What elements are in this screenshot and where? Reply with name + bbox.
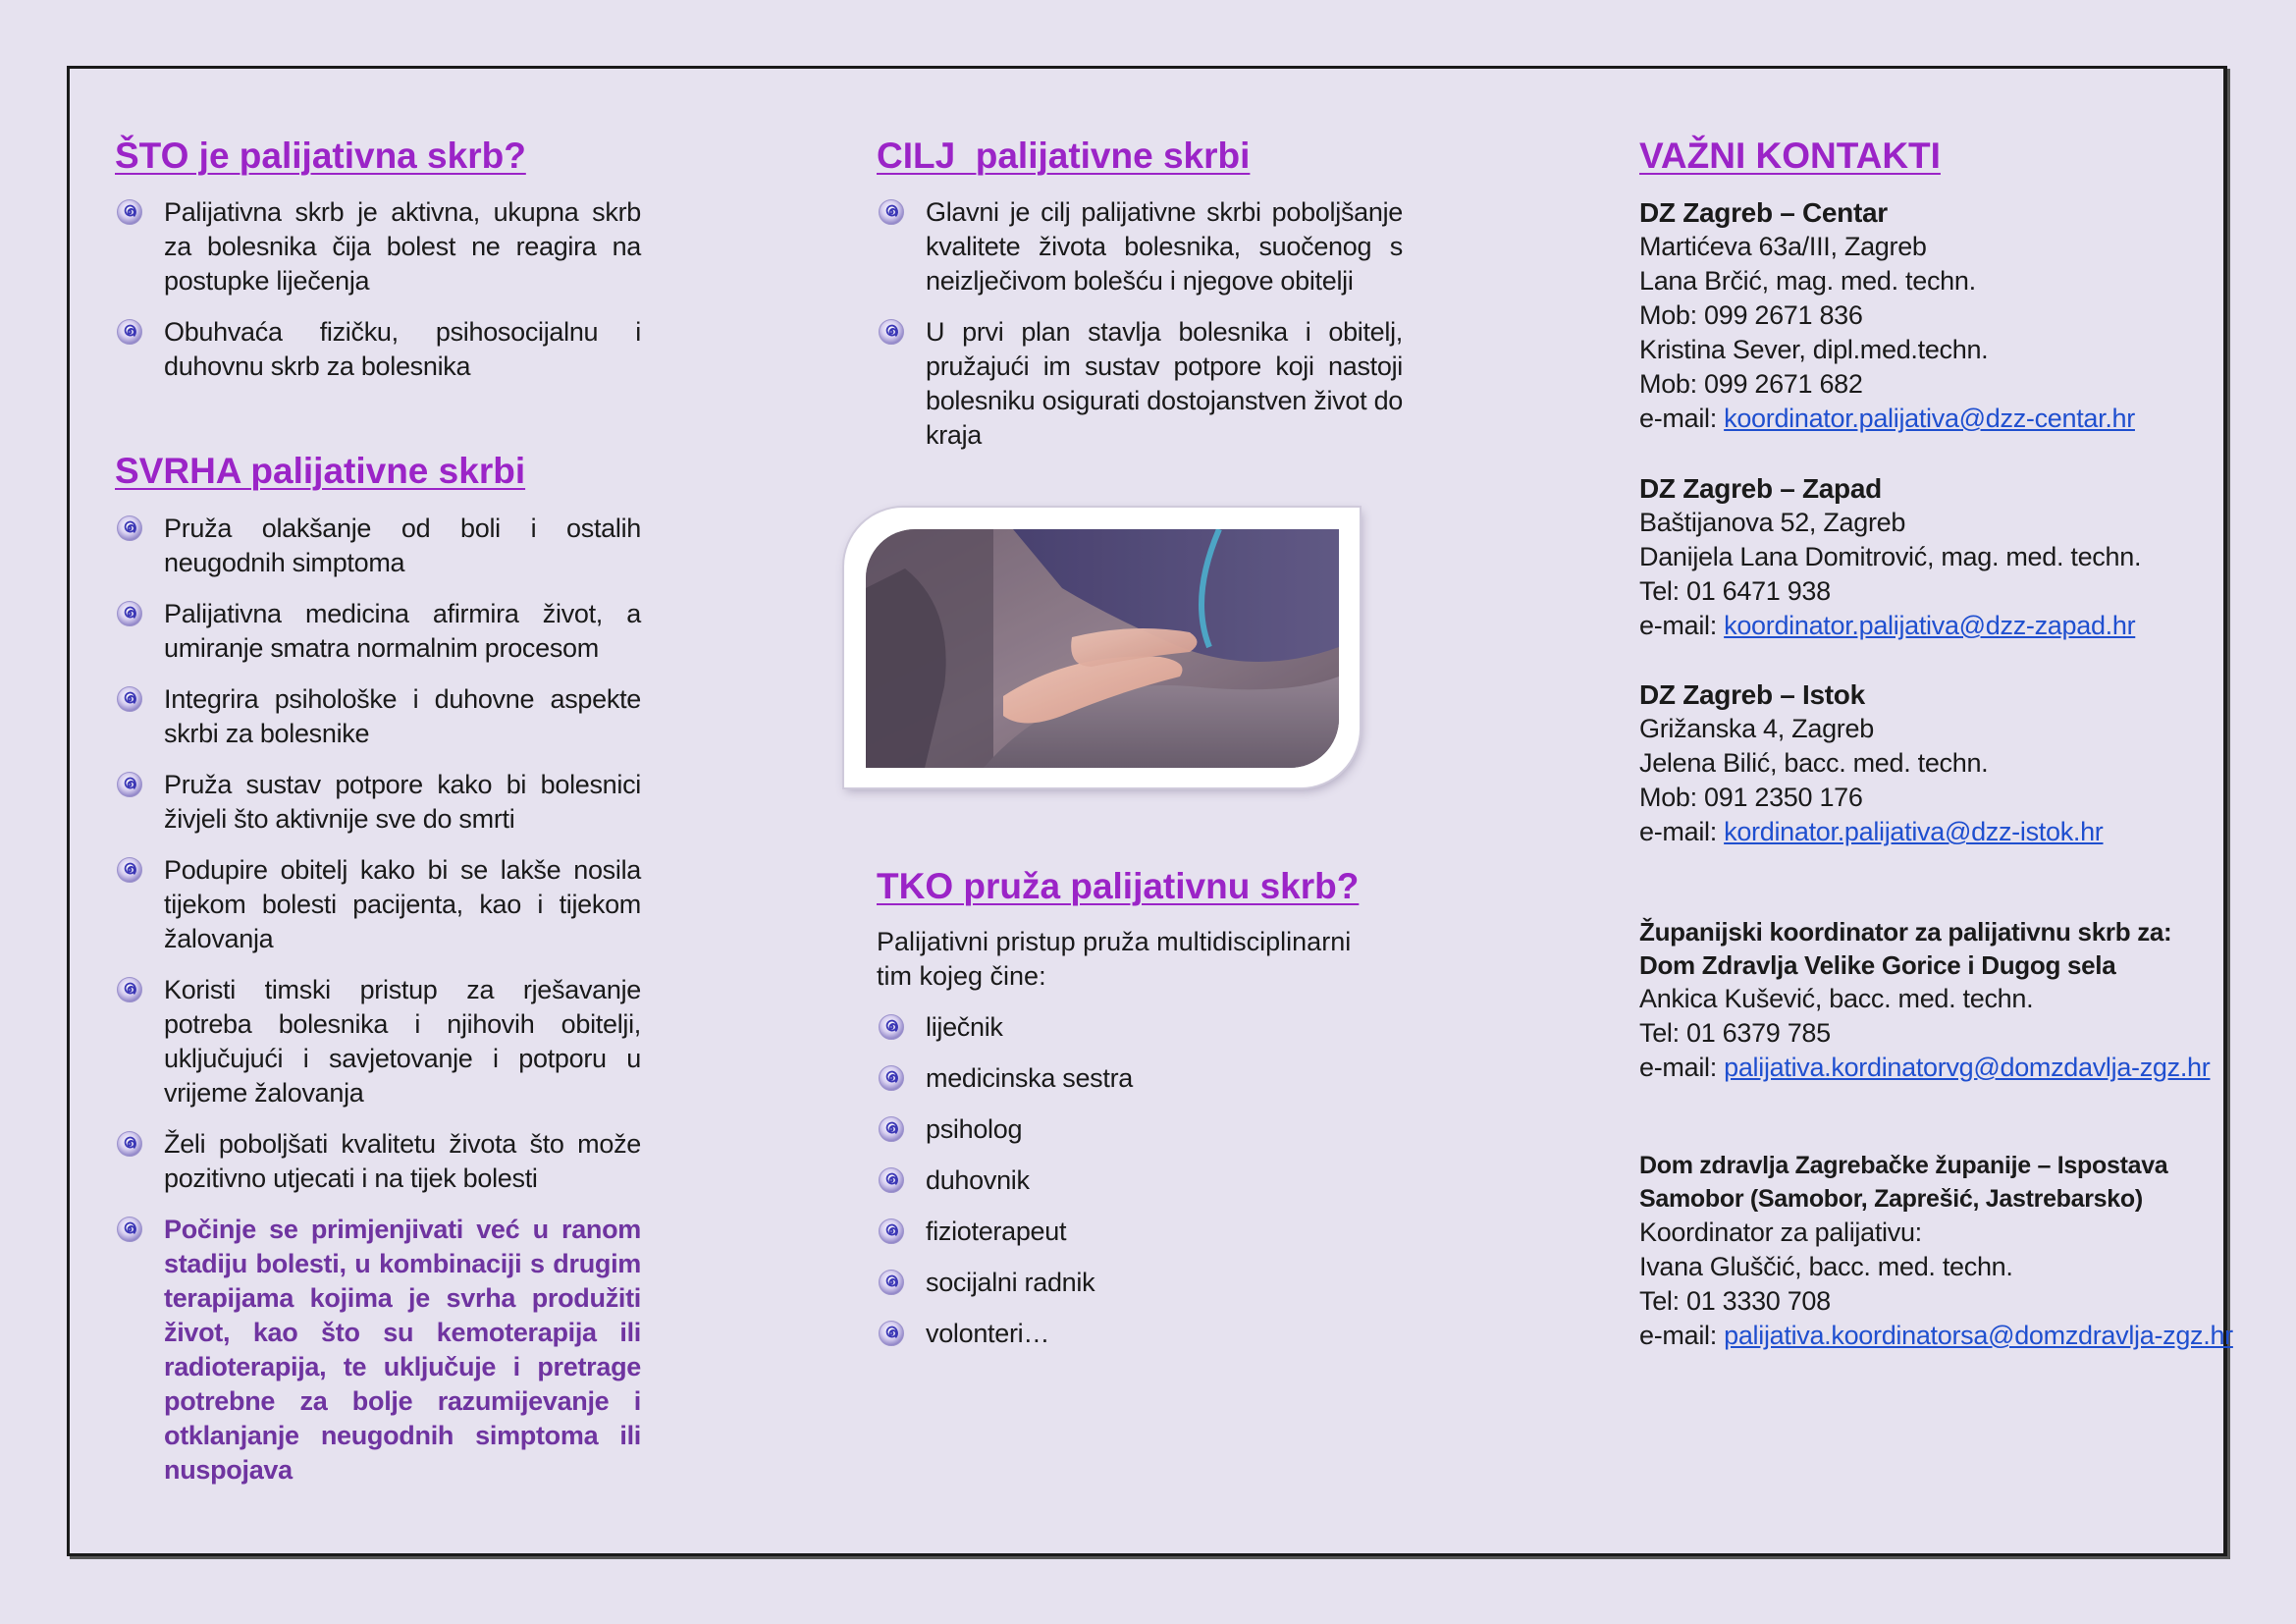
email-link[interactable]: koordinator.palijativa@dzz-centar.hr <box>1724 404 2135 433</box>
spiral-bullet-icon <box>116 514 143 542</box>
svrha-list <box>115 512 641 1488</box>
contact-address: Baštijanova 52, Zagreb <box>1639 508 1906 537</box>
spiral-bullet-icon <box>116 976 143 1003</box>
spiral-bullet-icon <box>116 685 143 713</box>
contact-phone: Tel: 01 6379 785 <box>1639 1018 1831 1048</box>
spiral-bullet-icon <box>116 1130 143 1158</box>
list-item: volonteri… <box>877 1317 1403 1351</box>
list-item: medicinska sestra <box>877 1061 1403 1096</box>
spiral-bullet-icon <box>878 1218 905 1245</box>
contact-name: DZ Zagreb – Zapad <box>1639 473 1882 504</box>
tko-list <box>877 1010 1403 1351</box>
spiral-bullet-icon <box>878 1320 905 1347</box>
tko-intro: Palijativni pristup pruža multidisciplinarni tim kojeg čine: <box>877 927 1352 991</box>
sto-list <box>115 195 641 384</box>
spiral-bullet-icon <box>116 1216 143 1243</box>
email-link[interactable]: palijativa.kordinatorvg@domzdavlja-zgz.hr <box>1724 1053 2211 1082</box>
spiral-bullet-icon <box>878 318 905 346</box>
spiral-bullet-icon <box>116 600 143 627</box>
list-item-bold: Počinje se primjenjivati već u ranom stadiju bolesti, u kombinaciji s drugim terapijama kojima je svrha produžiti život, kao što su kemoterapija ili radioterapija, te uključuje i pretrage potrebne za bolje razumijevanje i otklanjanje neugodnih simptoma ili nuspojava <box>115 1213 641 1488</box>
contact-zapad <box>1639 471 2248 643</box>
contact-name: DZ Zagreb – Istok <box>1639 679 1865 710</box>
spiral-bullet-icon <box>116 771 143 798</box>
contact-name: Dom zdravlja Zagrebačke županije – Ispostava Samobor (Samobor, Zaprešić, Jastrebarsko) <box>1639 1152 2168 1213</box>
spiral-bullet-icon <box>878 1013 905 1041</box>
contact-name: Županijski koordinator za palijativnu skrb za: Dom Zdravlja Velike Gorice i Dugog sela <box>1639 917 2172 980</box>
contact-phone: Mob: 099 2671 836 <box>1639 300 1863 330</box>
contact-person: Danijela Lana Domitrović, mag. med. techn. <box>1639 542 2142 571</box>
list-item: Palijativna medicina afirmira život, a umiranje smatra normalnim procesom <box>115 597 641 666</box>
list-item: Koristi timski pristup za rješavanje potreba bolesnika i njihovih obitelji, uključujući i savjetovanje i potporu u vrijeme žalovanja <box>115 973 641 1110</box>
contact-phone: Mob: 091 2350 176 <box>1639 783 1863 812</box>
contact-address: Martićeva 63a/III, Zagreb <box>1639 232 1927 261</box>
spiral-bullet-icon <box>878 1115 905 1143</box>
list-item: Glavni je cilj palijativne skrbi poboljšanje kvalitete života bolesnika, suočenog s neizlječivom bolešću i njegove obitelji <box>877 195 1403 298</box>
caregiver-photo-frame <box>844 508 1360 787</box>
contact-email-row: e-mail: palijativa.koordinatorsa@domzdravlja-zgz.hr <box>1639 1321 2233 1350</box>
contact-centar <box>1639 195 2248 436</box>
list-item: psiholog <box>877 1112 1403 1147</box>
contact-role: Koordinator za palijativu: <box>1639 1218 1922 1247</box>
email-link[interactable]: palijativa.koordinatorsa@domzdravlja-zgz.hr <box>1724 1321 2233 1350</box>
list-item: Pruža olakšanje od boli i ostalih neugodnih simptoma <box>115 512 641 580</box>
contact-zupanijski <box>1639 915 2228 1085</box>
contact-person: Jelena Bilić, bacc. med. techn. <box>1639 748 1989 778</box>
contact-person: Ankica Kušević, bacc. med. techn. <box>1639 984 2034 1013</box>
list-item: duhovnik <box>877 1164 1403 1198</box>
contact-email-row: e-mail: palijativa.kordinatorvg@domzdavlja-zgz.hr <box>1639 1053 2211 1082</box>
email-link[interactable]: kordinator.palijativa@dzz-istok.hr <box>1724 817 2104 846</box>
contact-phone: Tel: 01 3330 708 <box>1639 1286 1831 1316</box>
spiral-bullet-icon <box>878 1064 905 1092</box>
heading-tko: TKO pruža palijativnu skrb? <box>877 866 1360 906</box>
list-item: Pruža sustav potpore kako bi bolesnici živjeli što aktivnije sve do smrti <box>115 768 641 837</box>
contact-address: Grižanska 4, Zagreb <box>1639 714 1874 743</box>
cilj-list <box>877 195 1403 453</box>
contact-istok <box>1639 677 2248 849</box>
contact-person: Kristina Sever, dipl.med.techn. <box>1639 335 1989 364</box>
spiral-bullet-icon <box>878 198 905 226</box>
spiral-bullet-icon <box>116 856 143 884</box>
contact-email-row: e-mail: koordinator.palijativa@dzz-zapad.hr <box>1639 611 2136 640</box>
contact-email-row: e-mail: koordinator.palijativa@dzz-centar.hr <box>1639 404 2135 433</box>
list-item: fizioterapeut <box>877 1215 1403 1249</box>
spiral-bullet-icon <box>878 1166 905 1194</box>
list-item: Podupire obitelj kako bi se lakše nosila tijekom bolesti pacijenta, kao i tijekom žalovanja <box>115 853 641 956</box>
list-item: Obuhvaća fizičku, psihosocijalnu i duhovnu skrb za bolesnika <box>115 315 641 384</box>
list-item: Palijativna skrb je aktivna, ukupna skrb za bolesnika čija bolest ne reagira na postupke liječenja <box>115 195 641 298</box>
contact-samobor <box>1639 1149 2233 1353</box>
contact-person: Lana Brčić, mag. med. techn. <box>1639 266 1976 296</box>
caregiver-hands-photo <box>866 529 1339 768</box>
list-item: socijalni radnik <box>877 1266 1403 1300</box>
contact-phone: Tel: 01 6471 938 <box>1639 576 1831 606</box>
spiral-bullet-icon <box>116 318 143 346</box>
list-item: liječnik <box>877 1010 1403 1045</box>
list-item: Integrira psihološke i duhovne aspekte skrbi za bolesnike <box>115 682 641 751</box>
email-link[interactable]: koordinator.palijativa@dzz-zapad.hr <box>1724 611 2136 640</box>
heading-kontakti: VAŽNI KONTAKTI <box>1639 135 1941 176</box>
heading-cilj: CILJ palijativne skrbi <box>877 135 1251 176</box>
heading-sto: ŠTO je palijativna skrb? <box>115 135 526 176</box>
heading-svrha: SVRHA palijativne skrbi <box>115 451 526 491</box>
list-item: U prvi plan stavlja bolesnika i obitelj, pružajući im sustav potpore koji nastoji bolesniku osigurati dostojanstven život do kraja <box>877 315 1403 453</box>
contact-person: Ivana Gluščić, bacc. med. techn. <box>1639 1252 2013 1281</box>
contact-phone: Mob: 099 2671 682 <box>1639 369 1863 399</box>
list-item: Želi poboljšati kvalitetu života što može pozitivno utjecati i na tijek bolesti <box>115 1127 641 1196</box>
spiral-bullet-icon <box>878 1269 905 1296</box>
contact-name: DZ Zagreb – Centar <box>1639 197 1888 228</box>
spiral-bullet-icon <box>116 198 143 226</box>
contact-email-row: e-mail: kordinator.palijativa@dzz-istok.hr <box>1639 817 2104 846</box>
